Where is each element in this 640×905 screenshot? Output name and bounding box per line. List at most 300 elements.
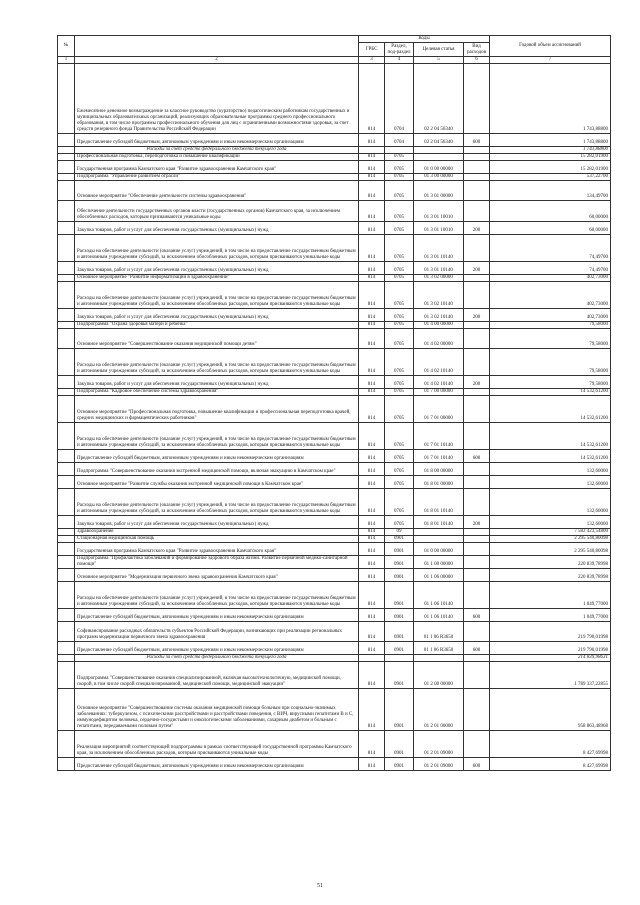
table-row	[58, 463, 611, 476]
table-row	[58, 689, 611, 731]
item-name-cell: Расходы на обеспечение деятельности (оказание услуг) учреждений, в том числе на предоставление государственным бюджетным и автономным учреждениям субсидий, за исключением обособленных расходов, которым присваиваются уникальные коды	[75, 423, 359, 450]
target-article-cell: 01 3 01 10140	[414, 235, 464, 262]
table-row	[58, 154, 611, 161]
expense-type-cell: 200	[464, 376, 490, 389]
grbs-code-cell: 814	[359, 64, 385, 134]
grbs-code-cell: 814	[359, 536, 385, 543]
expense-type-cell	[464, 569, 490, 582]
amount-cell: 134,49700	[490, 181, 611, 201]
grbs-code-cell: 814	[359, 396, 385, 423]
grbs-code-cell: 814	[359, 161, 385, 174]
amount-cell: 1 743,88800	[490, 147, 611, 154]
col-number: 3	[359, 57, 385, 64]
row-number-cell	[58, 161, 75, 174]
amount-cell: 220 839,78998	[490, 556, 611, 569]
header-volume: Годовой объем ассигнований	[490, 36, 611, 57]
target-article-cell: 02 2 04 56340	[414, 134, 464, 147]
table-body	[58, 64, 611, 771]
target-article-cell: 01 0 00 00000	[414, 161, 464, 174]
table-row	[58, 489, 611, 516]
target-article-cell: 01 4 02 10140	[414, 349, 464, 376]
target-article-cell: 01 1 00 00000	[414, 556, 464, 569]
section-code-cell: 0705	[385, 174, 414, 181]
expense-type-cell	[464, 275, 490, 282]
amount-cell: 132,60000	[490, 489, 611, 516]
target-article-cell: 01 3 00 00000	[414, 174, 464, 181]
item-name-cell: Закупка товаров, работ и услуг для обеспечения государственных (муниципальных) нужд	[75, 376, 359, 389]
row-number-cell	[58, 622, 75, 642]
grbs-code-cell: 814	[359, 489, 385, 516]
section-code-cell: 0705	[385, 275, 414, 282]
grbs-code-cell: 814	[359, 689, 385, 731]
row-number-cell	[58, 147, 75, 154]
amount-cell: 1 743,88800	[490, 134, 611, 147]
table-row	[58, 376, 611, 389]
table-row	[58, 64, 611, 134]
item-name-cell: Расходы на обеспечение деятельности (оказание услуг) учреждений, в том числе на предоставление государственным бюджетным и автономным учреждениям субсидий, за исключением обособленных расходов, которым присваиваются уникальные коды	[75, 489, 359, 516]
item-name-cell: Основное мероприятие "Совершенствование системы оказания медицинской помощи больным при социально-значимых заболеваниях: туберкулезом, с психическими расстройствами и расстройствами поведения, с ВИЧ, вирусными гепатитами B и C, иммунодефицитом человека, сердечно-сосудистыми и онкологическими заболеваниями, сахарным диабетом и больным с гепатитами, передаваемыми половым путем"	[75, 689, 359, 731]
section-code-cell: 0704	[385, 64, 414, 134]
grbs-code-cell: 814	[359, 758, 385, 771]
amount-cell: 537,22700	[490, 174, 611, 181]
row-number-cell	[58, 450, 75, 463]
amount-cell: 1 049,77000	[490, 609, 611, 622]
expense-type-cell	[464, 181, 490, 201]
item-name-cell: Расходы на обеспечение деятельности (оказание услуг) учреждений, в том числе на предоставление государственным бюджетным и автономным учреждениям субсидий, за исключением обособленных расходов, которым присваиваются уникальные коды	[75, 282, 359, 309]
item-name-cell: Подпрограмма "Совершенствование оказания экстренной медицинской помощи, включая эвакуацию в Камчатском крае"	[75, 463, 359, 476]
row-number-cell	[58, 222, 75, 235]
row-number-cell	[58, 543, 75, 556]
section-code-cell: 0705	[385, 376, 414, 389]
amount-cell: 958 863,48968	[490, 689, 611, 731]
target-article-cell: 01 4 02 10140	[414, 376, 464, 389]
expense-type-cell	[464, 489, 490, 516]
target-article-cell: 01 7 00 00000	[414, 389, 464, 396]
target-article-cell: 02 2 04 56340	[414, 64, 464, 134]
amount-cell: 14 532,61200	[490, 396, 611, 423]
row-number-cell	[58, 536, 75, 543]
section-code-cell: 0705	[385, 329, 414, 349]
row-number-cell	[58, 154, 75, 161]
target-article-cell: 01 3 01 00000	[414, 181, 464, 201]
item-name-cell: Здравоохранение	[75, 529, 359, 536]
grbs-code-cell	[359, 147, 385, 154]
amount-cell: 14 532,61200	[490, 423, 611, 450]
section-code-cell: 0705	[385, 181, 414, 201]
row-number-cell	[58, 64, 75, 134]
amount-cell: 214 839,98631	[490, 655, 611, 662]
row-number-cell	[58, 489, 75, 516]
grbs-code-cell: 814	[359, 322, 385, 329]
item-name-cell: Расходы за счет средств федерального бюджета текущего года	[75, 147, 359, 154]
section-code-cell: 0705	[385, 389, 414, 396]
item-name-cell: Закупка товаров, работ и услуг для обеспечения государственных (муниципальных) нужд	[75, 309, 359, 322]
table-row	[58, 329, 611, 349]
row-number-cell	[58, 134, 75, 147]
target-article-cell: 01 4 02 00000	[414, 329, 464, 349]
amount-cell: 79,58000	[490, 349, 611, 376]
expense-type-cell	[464, 529, 490, 536]
grbs-code-cell: 814	[359, 329, 385, 349]
target-article-cell: 01 4 00 00000	[414, 322, 464, 329]
item-name-cell: Ежемесячное денежное вознаграждение за классное руководство (кураторство) педагогическим работникам государственных и муниципальных образовательных организаций, реализующих образовательные программы среднего профессионального образования, в том числе программы профессионального обучения для лиц с ограниченными возможностями здоровья, за счет средств резервного фонда Правительства Российской Федерации	[75, 64, 359, 134]
item-name-cell: Предоставление субсидий бюджетным, автономным учреждениям и иным некоммерческим организациям	[75, 758, 359, 771]
amount-cell: 2 295 540,80098	[490, 543, 611, 556]
amount-cell: 1 743,88800	[490, 64, 611, 134]
expense-type-cell: 200	[464, 262, 490, 275]
target-article-cell: 01 3 01 10010	[414, 222, 464, 235]
table-row	[58, 731, 611, 758]
expense-type-cell	[464, 235, 490, 262]
row-number-cell	[58, 529, 75, 536]
col-number: 1	[58, 57, 75, 64]
item-name-cell: Расходы на обеспечение деятельности (оказание услуг) учреждений, в том числе на предоставление государственным бюджетным и автономным учреждениям субсидий, за исключением обособленных расходов, которым присваиваются уникальные коды	[75, 235, 359, 262]
item-name-cell: Предоставление субсидий бюджетным, автономным учреждениям и иным некоммерческим организациям	[75, 134, 359, 147]
section-code-cell: 0705	[385, 463, 414, 476]
col-number: 4	[385, 57, 414, 64]
header-grbs: ГРБС	[359, 43, 385, 57]
table-row	[58, 622, 611, 642]
item-name-cell: Подпрограмма "Управление развитием отрасли"	[75, 174, 359, 181]
amount-cell: 132,60000	[490, 463, 611, 476]
column-number-row	[58, 57, 611, 64]
item-name-cell: Реализация мероприятий соответствующей подпрограммы в рамках соответствующей государственной программы Камчатского края, за исключением обособленных расходов, которым присваиваются уникальные коды	[75, 731, 359, 758]
target-article-cell: 01 8 01 10140	[414, 516, 464, 529]
section-code-cell: 0901	[385, 689, 414, 731]
amount-cell: 15 282,01900	[490, 161, 611, 174]
row-number-cell	[58, 396, 75, 423]
expense-type-cell	[464, 536, 490, 543]
item-name-cell: Стационарная медицинская помощь	[75, 536, 359, 543]
section-code-cell: 0901	[385, 642, 414, 655]
target-article-cell: 01 7 01 00000	[414, 396, 464, 423]
row-number-cell	[58, 275, 75, 282]
expense-type-cell	[464, 476, 490, 489]
amount-cell: 1 049,77000	[490, 582, 611, 609]
grbs-code-cell: 814	[359, 476, 385, 489]
table-row	[58, 529, 611, 536]
amount-cell: 132,60000	[490, 516, 611, 529]
table-row	[58, 556, 611, 569]
expense-type-cell: 600	[464, 609, 490, 622]
section-code-cell: 0901	[385, 609, 414, 622]
header-name	[75, 36, 359, 57]
item-name-cell: Подпрограмма "Совершенствование оказания специализированной, включая высокотехнологичную, медицинской помощи, скорой, в том числе скорой специализированной, медицинской помощи, медицинской эвакуации"	[75, 662, 359, 689]
row-number-cell	[58, 758, 75, 771]
section-code-cell: 0901	[385, 731, 414, 758]
amount-cell: 79,58000	[490, 322, 611, 329]
item-name-cell: Закупка товаров, работ и услуг для обеспечения государственных (муниципальных) нужд	[75, 222, 359, 235]
expense-type-cell	[464, 556, 490, 569]
section-code-cell: 0901	[385, 569, 414, 582]
table-row	[58, 181, 611, 201]
expense-type-cell	[464, 731, 490, 758]
target-article-cell	[414, 536, 464, 543]
target-article-cell: 01 0 00 00000	[414, 543, 464, 556]
table-row	[58, 201, 611, 222]
amount-cell: 219 790,01998	[490, 642, 611, 655]
expense-type-cell	[464, 655, 490, 662]
row-number-cell	[58, 569, 75, 582]
expense-type-cell	[464, 174, 490, 181]
table-row	[58, 543, 611, 556]
row-number-cell	[58, 655, 75, 662]
amount-cell: 15 282,01900	[490, 154, 611, 161]
section-code-cell: 0705	[385, 201, 414, 222]
grbs-code-cell: 814	[359, 235, 385, 262]
table-row	[58, 161, 611, 174]
grbs-code-cell: 814	[359, 262, 385, 275]
grbs-code-cell: 814	[359, 389, 385, 396]
expense-type-cell	[464, 389, 490, 396]
table-row	[58, 174, 611, 181]
table-row	[58, 262, 611, 275]
expense-type-cell	[464, 423, 490, 450]
item-name-cell: Основное мероприятие "Развитие службы оказания экстренной медицинской помощи в Камчатском крае"	[75, 476, 359, 489]
table-row	[58, 582, 611, 609]
grbs-code-cell: 814	[359, 609, 385, 622]
header-num: №	[58, 36, 75, 57]
row-number-cell	[58, 322, 75, 329]
target-article-cell: 01 2 01 00000	[414, 689, 464, 731]
row-number-cell	[58, 235, 75, 262]
budget-table	[57, 35, 611, 771]
row-number-cell	[58, 376, 75, 389]
target-article-cell: 01 1 06 10140	[414, 609, 464, 622]
amount-cell: 7 582 423,54800	[490, 529, 611, 536]
target-article-cell: 01 1 06 R3650	[414, 642, 464, 655]
grbs-code-cell: 814	[359, 275, 385, 282]
target-article-cell: 01 1 06 10140	[414, 582, 464, 609]
table-row	[58, 282, 611, 309]
expense-type-cell	[464, 201, 490, 222]
header-article: Целевая статья	[414, 43, 464, 57]
section-code-cell: 09	[385, 529, 414, 536]
section-code-cell: 0704	[385, 134, 414, 147]
row-number-cell	[58, 476, 75, 489]
table-row	[58, 423, 611, 450]
section-code-cell: 0705	[385, 322, 414, 329]
row-number-cell	[58, 609, 75, 622]
grbs-code-cell: 814	[359, 731, 385, 758]
funding-note-row	[58, 655, 611, 662]
amount-cell: 132,60000	[490, 476, 611, 489]
row-number-cell	[58, 582, 75, 609]
table-row	[58, 309, 611, 322]
table-row	[58, 235, 611, 262]
grbs-code-cell: 814	[359, 582, 385, 609]
amount-cell: 8 427,69998	[490, 758, 611, 771]
expense-type-cell	[464, 396, 490, 423]
target-article-cell	[414, 147, 464, 154]
grbs-code-cell	[359, 655, 385, 662]
section-code-cell	[385, 147, 414, 154]
amount-cell: 2 295 540,80098	[490, 536, 611, 543]
row-number-cell	[58, 349, 75, 376]
grbs-code-cell: 814	[359, 309, 385, 322]
row-number-cell	[58, 642, 75, 655]
target-article-cell: 01 3 02 00000	[414, 275, 464, 282]
section-code-cell: 0705	[385, 450, 414, 463]
grbs-code-cell: 814	[359, 154, 385, 161]
item-name-cell: Закупка товаров, работ и услуг для обеспечения государственных (муниципальных) нужд	[75, 262, 359, 275]
grbs-code-cell: 814	[359, 349, 385, 376]
grbs-code-cell: 814	[359, 174, 385, 181]
amount-cell: 60,00000	[490, 222, 611, 235]
item-name-cell: Софинансирование расходных обязательств субъектов Российской Федерации, возникающих при реализации региональных программ модернизации первичного звена здравоохранения	[75, 622, 359, 642]
row-number-cell	[58, 423, 75, 450]
expense-type-cell	[464, 689, 490, 731]
row-number-cell	[58, 463, 75, 476]
section-code-cell: 0901	[385, 582, 414, 609]
grbs-code-cell: 814	[359, 529, 385, 536]
section-code-cell: 0705	[385, 222, 414, 235]
row-number-cell	[58, 201, 75, 222]
section-code-cell: 0901	[385, 556, 414, 569]
target-article-cell: 01 3 02 10140	[414, 309, 464, 322]
row-number-cell	[58, 282, 75, 309]
expense-type-cell	[464, 329, 490, 349]
table-row	[58, 536, 611, 543]
grbs-code-cell: 814	[359, 463, 385, 476]
amount-cell: 60,00000	[490, 201, 611, 222]
table-row	[58, 569, 611, 582]
amount-cell: 8 427,69998	[490, 731, 611, 758]
col-number: 5	[414, 57, 464, 64]
expense-type-cell	[464, 154, 490, 161]
item-name-cell: Основное мероприятие "Совершенствование оказания медицинской помощи детям"	[75, 329, 359, 349]
target-article-cell: 01 8 01 00000	[414, 476, 464, 489]
table-row	[58, 516, 611, 529]
expense-type-cell	[464, 582, 490, 609]
section-code-cell: 0901	[385, 536, 414, 543]
expense-type-cell: 200	[464, 309, 490, 322]
expense-type-cell: 600	[464, 134, 490, 147]
grbs-code-cell: 814	[359, 181, 385, 201]
table-row	[58, 389, 611, 396]
target-article-cell: 01 2 01 09000	[414, 731, 464, 758]
expense-type-cell	[464, 463, 490, 476]
section-code-cell	[385, 655, 414, 662]
amount-cell: 74,49700	[490, 262, 611, 275]
target-article-cell: 01 8 00 00000	[414, 463, 464, 476]
grbs-code-cell: 814	[359, 222, 385, 235]
table-row	[58, 642, 611, 655]
table-row	[58, 450, 611, 463]
row-number-cell	[58, 309, 75, 322]
item-name-cell: Подпрограмма "Профилактика заболеваний и формирование здорового образа жизни. Развитие первичной медико-санитарной помощи"	[75, 556, 359, 569]
target-article-cell: 01 3 02 10140	[414, 282, 464, 309]
target-article-cell: 01 7 01 10140	[414, 423, 464, 450]
table-header	[58, 36, 611, 64]
row-number-cell	[58, 181, 75, 201]
expense-type-cell	[464, 282, 490, 309]
expense-type-cell: 600	[464, 642, 490, 655]
table-row	[58, 758, 611, 771]
item-name-cell: Закупка товаров, работ и услуг для обеспечения государственных (муниципальных) нужд	[75, 516, 359, 529]
row-number-cell	[58, 329, 75, 349]
item-name-cell: Государственная программа Камчатского края "Развитие здравоохранения Камчатского края"	[75, 543, 359, 556]
item-name-cell: Основное мероприятие "Модернизация первичного звена здравоохранения Камчатского края"	[75, 569, 359, 582]
grbs-code-cell: 814	[359, 282, 385, 309]
grbs-code-cell: 814	[359, 134, 385, 147]
header-exptype: Вид расходов	[464, 43, 490, 57]
grbs-code-cell: 814	[359, 622, 385, 642]
table-row	[58, 476, 611, 489]
amount-cell: 1 789 337,22855	[490, 662, 611, 689]
page-number: 51	[317, 883, 323, 889]
expense-type-cell	[464, 322, 490, 329]
grbs-code-cell: 814	[359, 516, 385, 529]
grbs-code-cell: 814	[359, 569, 385, 582]
target-article-cell: 01 3 01 10140	[414, 262, 464, 275]
table-row	[58, 396, 611, 423]
row-number-cell	[58, 556, 75, 569]
section-code-cell: 0705	[385, 154, 414, 161]
col-number: 6	[464, 57, 490, 64]
table-row	[58, 222, 611, 235]
expense-type-cell: 200	[464, 516, 490, 529]
expense-type-cell: 200	[464, 222, 490, 235]
section-code-cell: 0705	[385, 161, 414, 174]
table-row	[58, 275, 611, 282]
section-code-cell: 0705	[385, 309, 414, 322]
amount-cell: 220 839,78998	[490, 569, 611, 582]
amount-cell: 74,49700	[490, 235, 611, 262]
table-row	[58, 349, 611, 376]
target-article-cell: 01 1 06 R3650	[414, 622, 464, 642]
amount-cell: 219 790,01998	[490, 622, 611, 642]
row-number-cell	[58, 174, 75, 181]
target-article-cell	[414, 154, 464, 161]
amount-cell: 79,58000	[490, 329, 611, 349]
header-codes: Коды	[359, 36, 490, 43]
section-code-cell: 0705	[385, 349, 414, 376]
table-row	[58, 134, 611, 147]
item-name-cell: Основное мероприятие "Развитие информатизации в здравоохранении"	[75, 275, 359, 282]
item-name-cell: Подпрограмма "Охрана здоровья матери и ребенка"	[75, 322, 359, 329]
expense-type-cell	[464, 662, 490, 689]
expense-type-cell: 600	[464, 758, 490, 771]
table-row	[58, 662, 611, 689]
section-code-cell: 0705	[385, 516, 414, 529]
target-article-cell: 01 2 01 09000	[414, 758, 464, 771]
amount-cell: 402,73000	[490, 282, 611, 309]
item-name-cell: Расходы за счет средств федерального бюджета текущего года	[75, 655, 359, 662]
section-code-cell: 0705	[385, 489, 414, 516]
item-name-cell: Государственная программа Камчатского края "Развитие здравоохранения Камчатского края"	[75, 161, 359, 174]
target-article-cell: 01 7 01 10140	[414, 450, 464, 463]
grbs-code-cell: 814	[359, 423, 385, 450]
item-name-cell: Основное мероприятие "Обеспечение деятельности системы здравоохранения"	[75, 181, 359, 201]
grbs-code-cell: 814	[359, 376, 385, 389]
expense-type-cell	[464, 64, 490, 134]
grbs-code-cell: 814	[359, 662, 385, 689]
item-name-cell: Предоставление субсидий бюджетным, автономным учреждениям и иным некоммерческим организациям	[75, 609, 359, 622]
row-number-cell	[58, 516, 75, 529]
expense-type-cell	[464, 622, 490, 642]
target-article-cell: 01 8 01 10140	[414, 489, 464, 516]
amount-cell: 402,73000	[490, 309, 611, 322]
target-article-cell	[414, 655, 464, 662]
row-number-cell	[58, 389, 75, 396]
expense-type-cell	[464, 147, 490, 154]
row-number-cell	[58, 662, 75, 689]
section-code-cell: 0705	[385, 423, 414, 450]
item-name-cell: Предоставление субсидий бюджетным, автономным учреждениям и иным некоммерческим организациям	[75, 450, 359, 463]
target-article-cell	[414, 529, 464, 536]
section-code-cell: 0901	[385, 662, 414, 689]
